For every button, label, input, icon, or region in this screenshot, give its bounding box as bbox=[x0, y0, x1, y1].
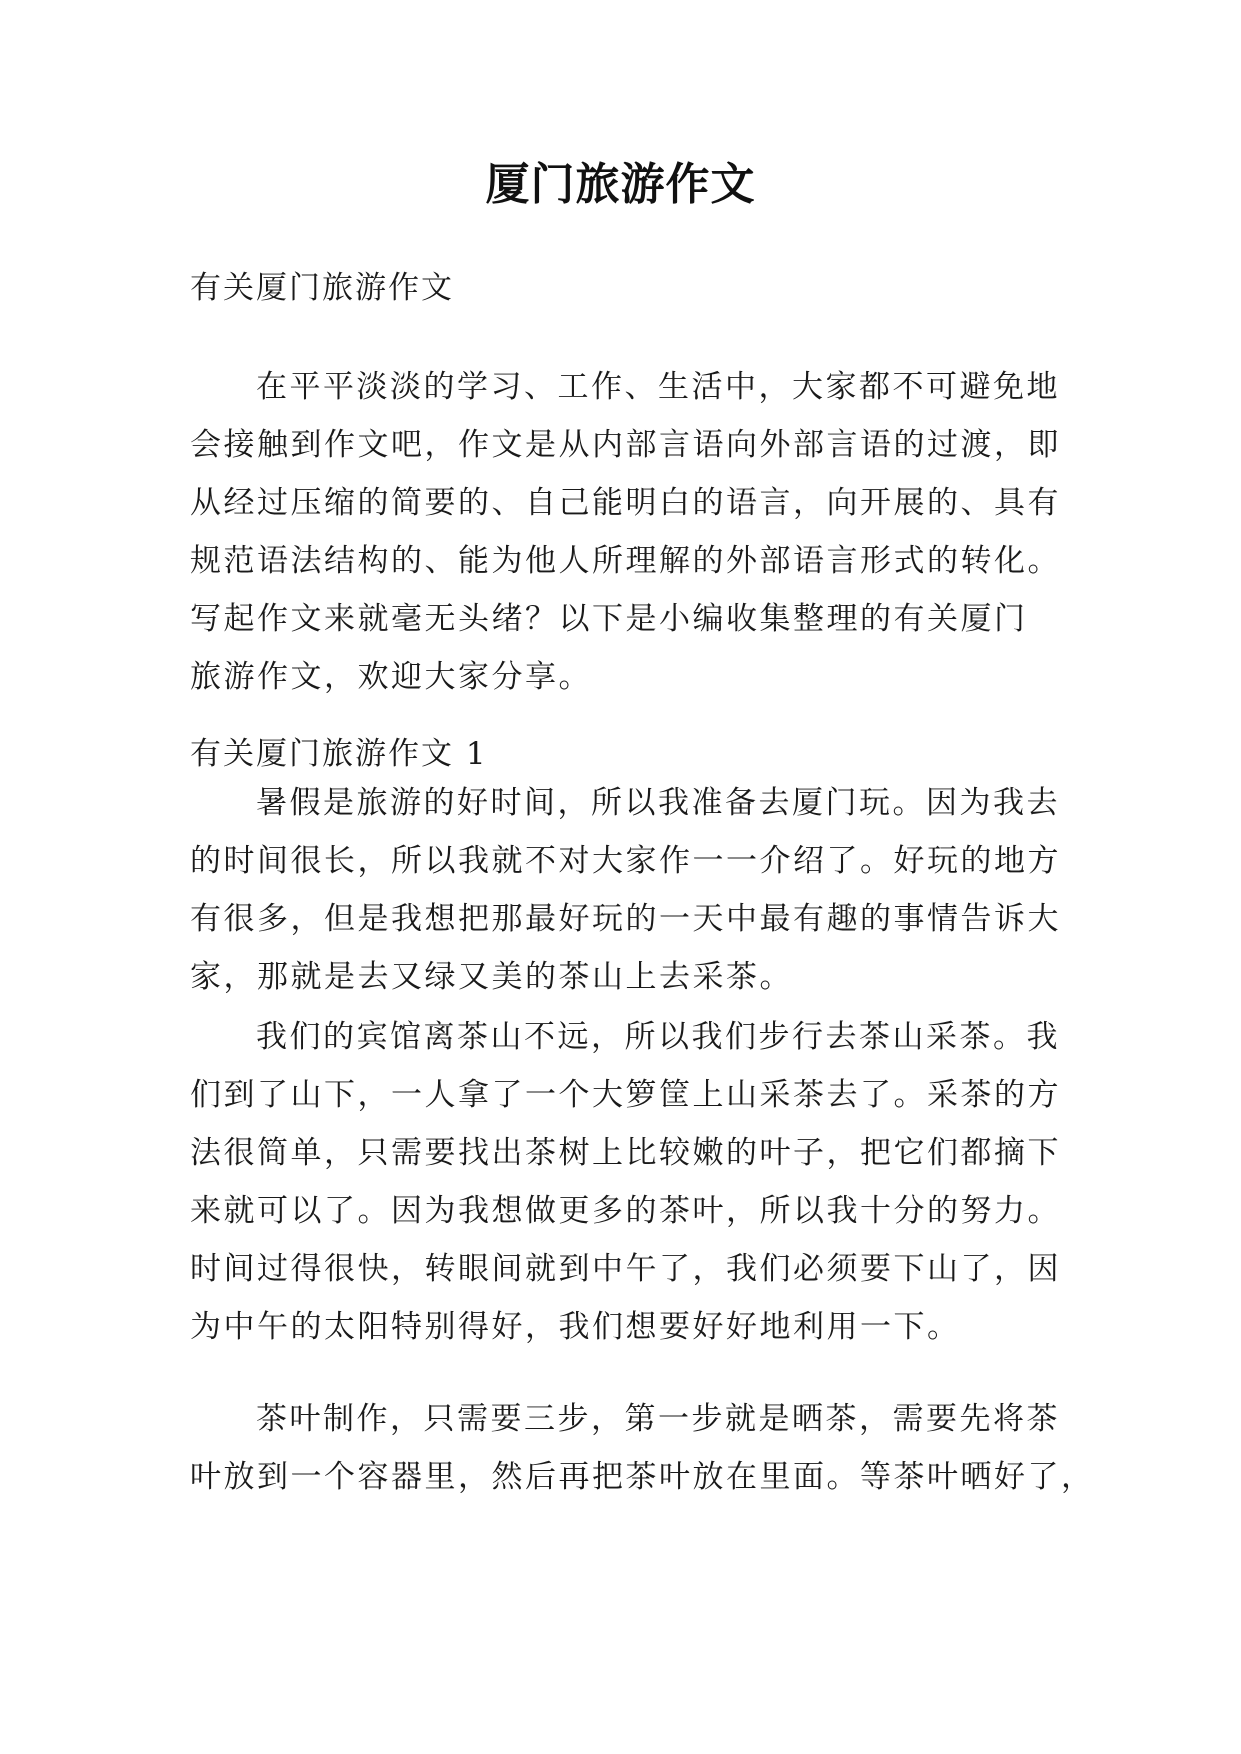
paragraph-2 bbox=[190, 1008, 1061, 1356]
paragraph-line: 暑假是旅游的好时间，所以我准备去厦门玩。因为我去 bbox=[256, 785, 1060, 821]
section-heading: 有关厦门旅游作文 1 bbox=[190, 736, 488, 772]
intro-line: 规范语法结构的、能为他人所理解的外部语言形式的转化。 bbox=[190, 543, 1061, 579]
paragraph-line: 我们的宾馆离茶山不远，所以我们步行去茶山采茶。我 bbox=[256, 1019, 1060, 1055]
intro-paragraph bbox=[190, 358, 1061, 706]
intro-line: 写起作文来就毫无头绪？以下是小编收集整理的有关厦门 bbox=[190, 601, 1028, 637]
subtitle: 有关厦门旅游作文 bbox=[190, 270, 454, 306]
paragraph-line: 们到了山下，一人拿了一个大箩筐上山采茶去了。采茶的方 bbox=[190, 1077, 1061, 1113]
paragraph-line: 有很多，但是我想把那最好玩的一天中最有趣的事情告诉大 bbox=[190, 901, 1061, 937]
paragraph-line: 来就可以了。因为我想做更多的茶叶，所以我十分的努力。 bbox=[190, 1193, 1061, 1229]
paragraph-line: 时间过得很快，转眼间就到中午了，我们必须要下山了，因 bbox=[190, 1251, 1061, 1287]
paragraph-line: 茶叶制作，只需要三步，第一步就是晒茶，需要先将茶 bbox=[256, 1401, 1060, 1437]
intro-line: 从经过压缩的简要的、自己能明白的语言，向开展的、具有 bbox=[190, 485, 1061, 521]
paragraph-line: 的时间很长，所以我就不对大家作一一介绍了。好玩的地方 bbox=[190, 843, 1061, 879]
paragraph-line: 家，那就是去又绿又美的茶山上去采茶。 bbox=[190, 959, 793, 995]
paragraph-line: 法很简单，只需要找出茶树上比较嫩的叶子，把它们都摘下 bbox=[190, 1135, 1061, 1171]
document-title: 厦门旅游作文 bbox=[485, 159, 756, 210]
paragraph-1 bbox=[190, 774, 1061, 1006]
paragraph-3 bbox=[190, 1390, 1095, 1506]
intro-line: 会接触到作文吧，作文是从内部言语向外部言语的过渡，即 bbox=[190, 427, 1061, 463]
paragraph-line: 叶放到一个容器里，然后再把茶叶放在里面。等茶叶晒好了， bbox=[190, 1459, 1095, 1495]
intro-line: 在平平淡淡的学习、工作、生活中，大家都不可避免地 bbox=[256, 369, 1060, 405]
paragraph-line: 为中午的太阳特别得好，我们想要好好地利用一下。 bbox=[190, 1309, 961, 1345]
intro-line: 旅游作文，欢迎大家分享。 bbox=[190, 659, 592, 695]
